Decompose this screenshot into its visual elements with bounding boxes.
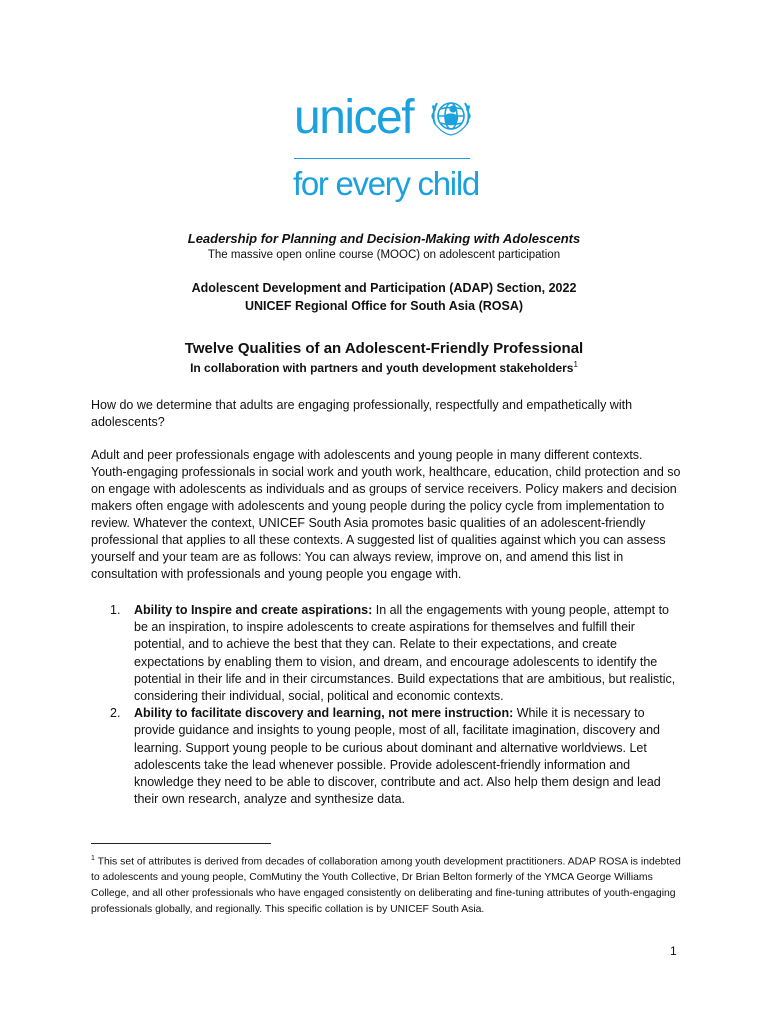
document-subtitle (0, 360, 768, 375)
footnote-separator (91, 843, 271, 844)
footnote-mark: 1 (91, 855, 95, 862)
logo-wordmark: unicef (294, 91, 414, 144)
list-item-heading: Ability to Inspire and create aspirations: (134, 603, 373, 617)
document-title: Twelve Qualities of an Adolescent-Friendly Professional (184, 340, 584, 357)
list-item-number: 1. (110, 603, 121, 617)
logo-tagline: for every child (293, 165, 479, 202)
qualities-list (91, 602, 681, 808)
logo-divider (294, 158, 470, 159)
unicef-logo (290, 88, 480, 210)
footnote-reference[interactable]: 1 (573, 360, 578, 369)
unicef-globe-mother-child-icon (429, 94, 473, 138)
footnote (91, 851, 681, 918)
list-item-text: While it is necessary to provide guidance and insights to young people, most of all, facilitate imagination, discovery and learning. Support young people to be curious about dominant and alternative worldviews. Let adolescents take the lead whenever possible. Provide adolescent-friendly information and knowledge they need to be able to discover, contribute and act. Also help them design and lead their own research, analyze and synthesize data. (134, 706, 661, 807)
course-subtitle: The massive open online course (MOOC) on adolescent participation (207, 249, 561, 261)
course-title: Leadership for Planning and Decision-Making with Adolescents (187, 231, 581, 246)
list-item-heading: Ability to facilitate discovery and learning, not mere instruction: (134, 706, 514, 721)
section-line: Adolescent Development and Participation (ADAP) Section, 2022 (191, 281, 577, 295)
context-paragraph: Adult and peer professionals engage with adolescents and young people in many different contexts. Youth-engaging professionals in social work and youth work, healthcare, education, child protection and so on engage with adolescents as individuals and as groups of service receivers. Policy makers and decision makers often engage with adolescents and young people during the policy cycle from implementation to review. Whatever the context, UNICEF South Asia promotes basic qualities of an adolescent-friendly professional that applies to all these contexts. A suggested list of qualities against which you can assess yourself and your team are as follows: You can always review, improve on, and amend this list in consultation with professionals and young people you engage with. (91, 448, 681, 581)
document-subtitle-text: In collaboration with partners and youth development stakeholders (190, 361, 574, 375)
page-number: 1 (670, 944, 677, 958)
intro-paragraph: How do we determine that adults are engaging professionally, respectfully and empathetically with adolescents? (91, 398, 633, 429)
office-line: UNICEF Regional Office for South Asia (ROSA) (244, 299, 524, 313)
list-item-text: In all the engagements with young people, attempt to be an inspiration, to inspire adolescents to create aspirations for themselves and fulfill their potential, and to achieve the best that they can. Relate to their expectations, and create expectations by enabling them to vision, and dream, and encourage adolescents to identify the potential in their life and in their circumstances. Build expectations that are ambitious, but realistic, considering their individual, social, political and economic contexts. (134, 603, 676, 704)
footnote-text: This set of attributes is derived from decades of collaboration among youth development practitioners. ADAP ROSA is indebted to adolescents and young people, ComMutiny the Youth Collective, Dr Brian Belton formerly of the YMCA George Williams College, and all other professionals who have engaged consistently on deliberating and fine-tuning attributes of youth-engaging professionals globally, and regionally. This specific collation is by UNICEF South Asia. (91, 856, 681, 916)
list-item-number: 2. (110, 706, 121, 721)
list-item (91, 705, 681, 808)
list-item (91, 602, 681, 705)
